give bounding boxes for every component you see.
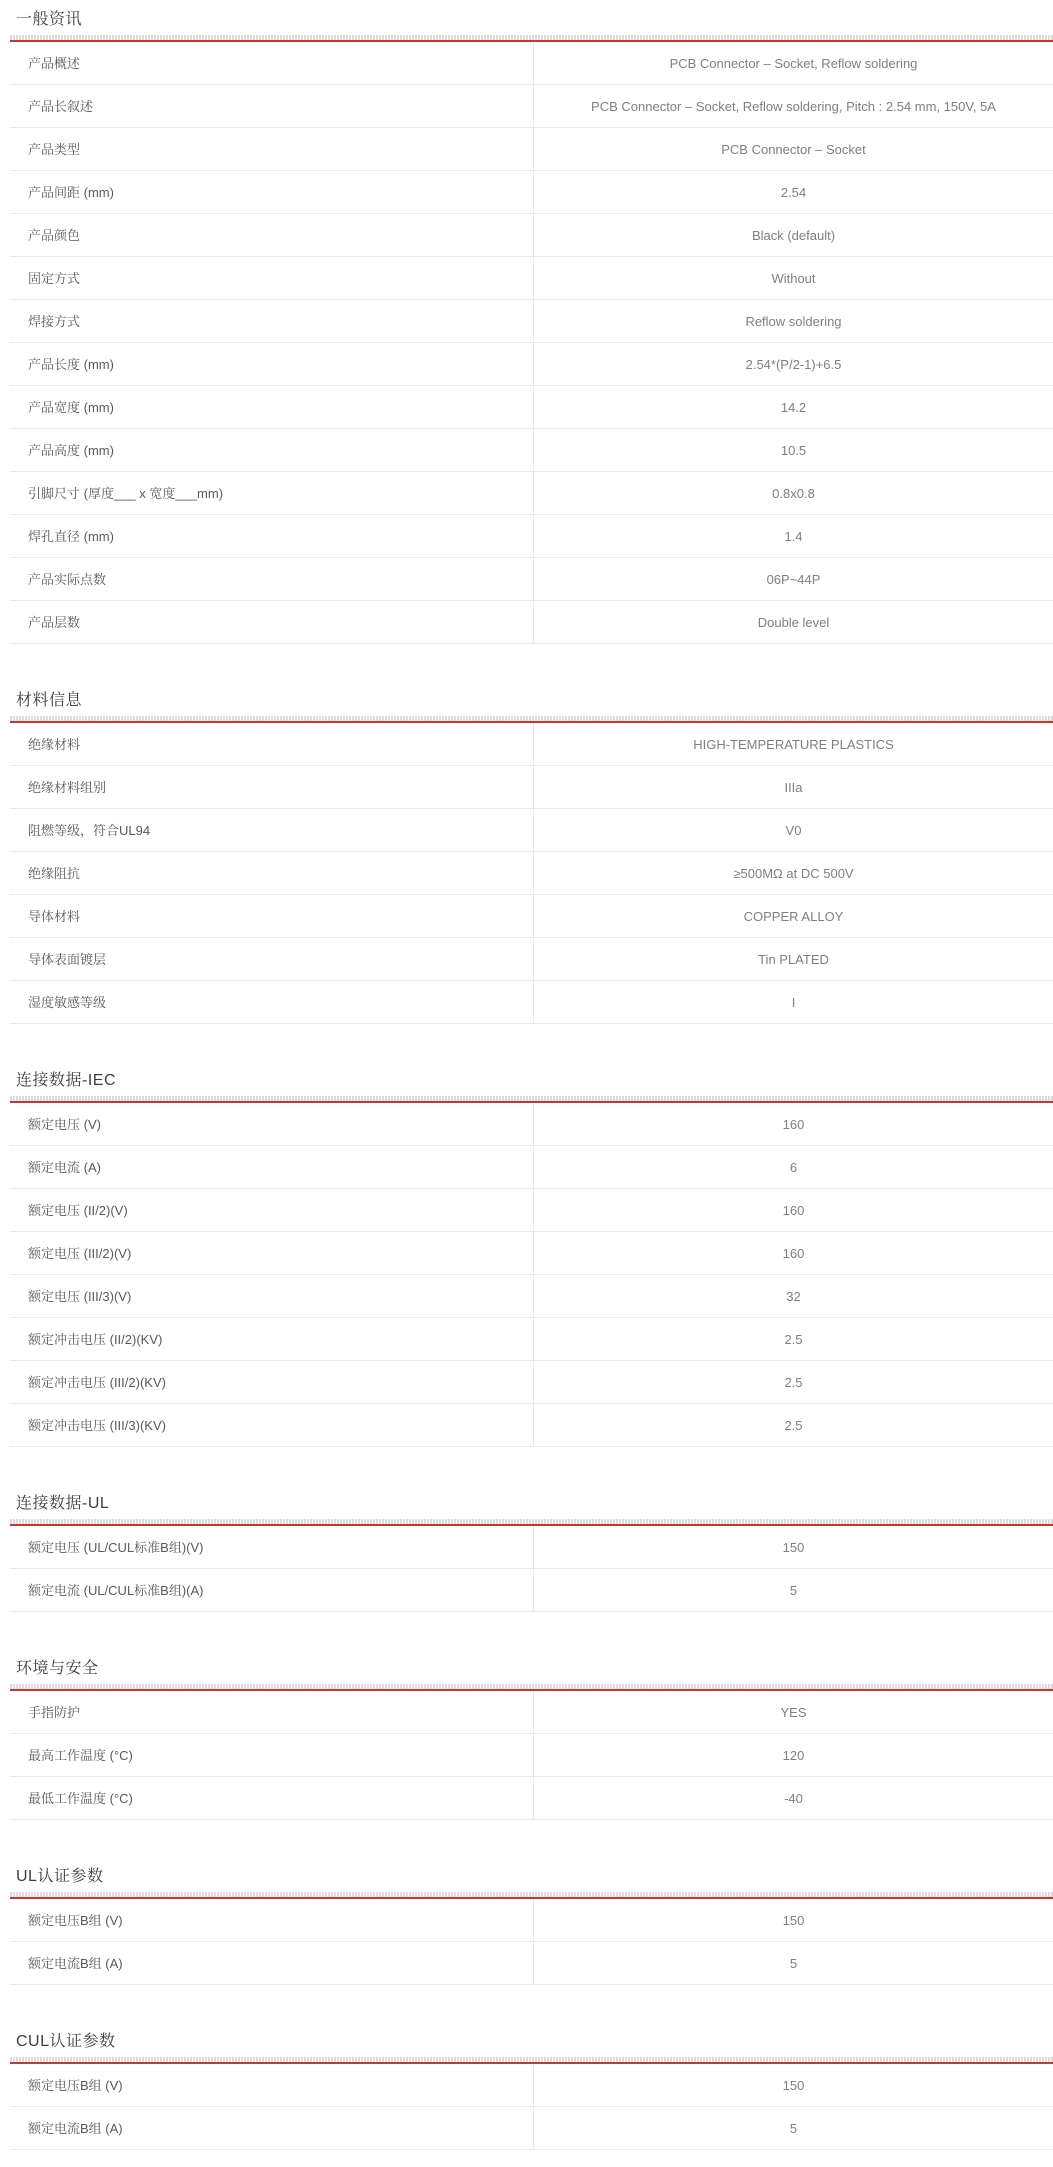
- row-label: 额定电压 (III/3)(V): [10, 1275, 534, 1317]
- row-value: Double level: [757, 614, 830, 630]
- table-row: [10, 214, 1053, 257]
- spec-section: [10, 691, 1053, 1024]
- row-label: 最高工作温度 (°C): [10, 1734, 534, 1776]
- table-row: [10, 300, 1053, 343]
- row-value: 2.54*(P/2-1)+6.5: [745, 356, 842, 372]
- table-row: [10, 42, 1053, 85]
- row-value: Tin PLATED: [758, 951, 829, 967]
- table-row: [10, 1404, 1053, 1447]
- row-value: 5: [789, 1955, 798, 1971]
- table-row: [10, 1103, 1053, 1146]
- row-label: 引脚尺寸 (厚度___ x 宽度___mm): [10, 472, 534, 514]
- row-value: 1.4: [784, 528, 803, 544]
- row-label: 产品概述: [10, 42, 534, 84]
- row-label: 阻燃等级，符合UL94: [10, 809, 534, 851]
- table-row: [10, 1526, 1053, 1569]
- row-label: 焊孔直径 (mm): [10, 515, 534, 557]
- spec-table: [10, 1103, 1053, 1447]
- row-value: V0: [785, 822, 802, 838]
- table-row: [10, 1318, 1053, 1361]
- row-value: 160: [782, 1245, 805, 1261]
- row-label: 额定电压B组 (V): [10, 2064, 534, 2106]
- section-title: CUL认证参数: [16, 2033, 116, 2050]
- table-top-border: [10, 1519, 1053, 1526]
- row-value: YES: [780, 1704, 807, 1720]
- table-top-border: [10, 1684, 1053, 1691]
- row-value: 120: [782, 1747, 805, 1763]
- table-row: [10, 558, 1053, 601]
- table-row: [10, 171, 1053, 214]
- row-value: 150: [782, 1912, 805, 1928]
- row-label: 产品颜色: [10, 214, 534, 256]
- table-row: [10, 1691, 1053, 1734]
- row-label: 导体表面镀层: [10, 938, 534, 980]
- row-label: 绝缘材料组别: [10, 766, 534, 808]
- row-label: 产品间距 (mm): [10, 171, 534, 213]
- row-value: 0.8x0.8: [772, 485, 815, 501]
- table-row: [10, 386, 1053, 429]
- table-row: [10, 1361, 1053, 1404]
- row-label: 固定方式: [10, 257, 534, 299]
- table-row: [10, 1899, 1053, 1942]
- row-value: 14.2: [780, 399, 807, 415]
- row-value: 06P~44P: [766, 571, 821, 587]
- row-label: 额定电流 (A): [10, 1146, 534, 1188]
- table-row: [10, 981, 1053, 1024]
- table-row: [10, 85, 1053, 128]
- section-title: 材料信息: [16, 692, 83, 709]
- spec-section: [10, 1659, 1053, 1820]
- row-label: 额定冲击电压 (III/2)(KV): [10, 1361, 534, 1403]
- row-value: PCB Connector – Socket, Reflow soldering: [669, 55, 918, 71]
- table-row: [10, 895, 1053, 938]
- table-row: [10, 1942, 1053, 1985]
- table-row: [10, 515, 1053, 558]
- table-row: [10, 723, 1053, 766]
- table-row: [10, 429, 1053, 472]
- section-title: 一般资讯: [16, 11, 83, 28]
- table-row: [10, 1189, 1053, 1232]
- row-value: 6: [789, 1159, 798, 1175]
- row-label: 产品类型: [10, 128, 534, 170]
- spec-table: [10, 1899, 1053, 1985]
- row-value: 2.54: [780, 184, 807, 200]
- table-row: [10, 1569, 1053, 1612]
- row-label: 额定电压 (II/2)(V): [10, 1189, 534, 1231]
- row-label: 产品长度 (mm): [10, 343, 534, 385]
- row-label: 绝缘材料: [10, 723, 534, 765]
- row-label: 额定电流 (UL/CUL标准B组)(A): [10, 1569, 534, 1611]
- row-value: Reflow soldering: [745, 313, 842, 329]
- row-label: 绝缘阻抗: [10, 852, 534, 894]
- row-label: 额定冲击电压 (III/3)(KV): [10, 1404, 534, 1446]
- section-title: 连接数据-UL: [16, 1495, 110, 1512]
- row-value: COPPER ALLOY: [743, 908, 844, 924]
- table-row: [10, 343, 1053, 386]
- row-label: 导体材料: [10, 895, 534, 937]
- row-value: 160: [782, 1116, 805, 1132]
- table-top-border: [10, 716, 1053, 723]
- table-row: [10, 1232, 1053, 1275]
- row-value: 2.5: [784, 1331, 803, 1347]
- row-value: 5: [789, 2120, 798, 2136]
- row-value: 2.5: [784, 1374, 803, 1390]
- row-value: 32: [786, 1288, 801, 1304]
- row-label: 湿度敏感等级: [10, 981, 534, 1023]
- row-label: 额定电压B组 (V): [10, 1899, 534, 1941]
- row-label: 额定电流B组 (A): [10, 2107, 534, 2149]
- row-value: 150: [782, 1539, 805, 1555]
- row-label: 产品高度 (mm): [10, 429, 534, 471]
- row-value: ≥500MΩ at DC 500V: [733, 865, 854, 881]
- table-row: [10, 1275, 1053, 1318]
- row-value: IIIa: [784, 779, 803, 795]
- table-row: [10, 601, 1053, 644]
- table-row: [10, 766, 1053, 809]
- row-label: 手指防护: [10, 1691, 534, 1733]
- table-top-border: [10, 35, 1053, 42]
- row-label: 焊接方式: [10, 300, 534, 342]
- table-row: [10, 472, 1053, 515]
- row-value: 160: [782, 1202, 805, 1218]
- row-label: 额定电压 (V): [10, 1103, 534, 1145]
- spec-section: [10, 1494, 1053, 1612]
- table-row: [10, 1777, 1053, 1820]
- table-row: [10, 2064, 1053, 2107]
- section-title: 连接数据-IEC: [16, 1072, 117, 1089]
- table-row: [10, 2107, 1053, 2150]
- row-value: PCB Connector – Socket, Reflow soldering, Pitch : 2.54 mm, 150V, 5A: [591, 98, 996, 114]
- spec-table: [10, 1526, 1053, 1612]
- spec-section: [10, 1071, 1053, 1447]
- table-top-border: [10, 1892, 1053, 1899]
- table-row: [10, 128, 1053, 171]
- spec-table: [10, 723, 1053, 1024]
- row-value: 5: [789, 1582, 798, 1598]
- row-label: 最低工作温度 (°C): [10, 1777, 534, 1819]
- spec-section: [10, 2032, 1053, 2150]
- row-value: Black (default): [751, 227, 836, 243]
- spec-table: [10, 2064, 1053, 2150]
- row-label: 产品长叙述: [10, 85, 534, 127]
- row-value: I: [791, 994, 796, 1010]
- row-label: 产品层数: [10, 601, 534, 643]
- row-label: 额定电压 (III/2)(V): [10, 1232, 534, 1274]
- row-value: 2.5: [784, 1417, 803, 1433]
- spec-table: [10, 42, 1053, 644]
- row-label: 额定冲击电压 (II/2)(KV): [10, 1318, 534, 1360]
- row-value: HIGH-TEMPERATURE PLASTICS: [693, 736, 894, 752]
- section-title: UL认证参数: [16, 1868, 104, 1885]
- section-title: 环境与安全: [16, 1660, 99, 1677]
- spec-sections-container: [10, 10, 1053, 2150]
- row-value: 10.5: [780, 442, 807, 458]
- row-label: 额定电流B组 (A): [10, 1942, 534, 1984]
- row-label: 产品宽度 (mm): [10, 386, 534, 428]
- row-label: 产品实际点数: [10, 558, 534, 600]
- table-row: [10, 938, 1053, 981]
- spec-section: [10, 1867, 1053, 1985]
- table-row: [10, 852, 1053, 895]
- table-row: [10, 1146, 1053, 1189]
- row-label: 额定电压 (UL/CUL标准B组)(V): [10, 1526, 534, 1568]
- table-row: [10, 1734, 1053, 1777]
- spec-section: [10, 10, 1053, 644]
- row-value: PCB Connector – Socket: [721, 141, 866, 157]
- table-top-border: [10, 1096, 1053, 1103]
- row-value: 150: [782, 2077, 805, 2093]
- spec-table: [10, 1691, 1053, 1820]
- row-value: -40: [784, 1790, 803, 1806]
- table-row: [10, 809, 1053, 852]
- table-row: [10, 257, 1053, 300]
- table-top-border: [10, 2057, 1053, 2064]
- row-value: Without: [771, 270, 816, 286]
